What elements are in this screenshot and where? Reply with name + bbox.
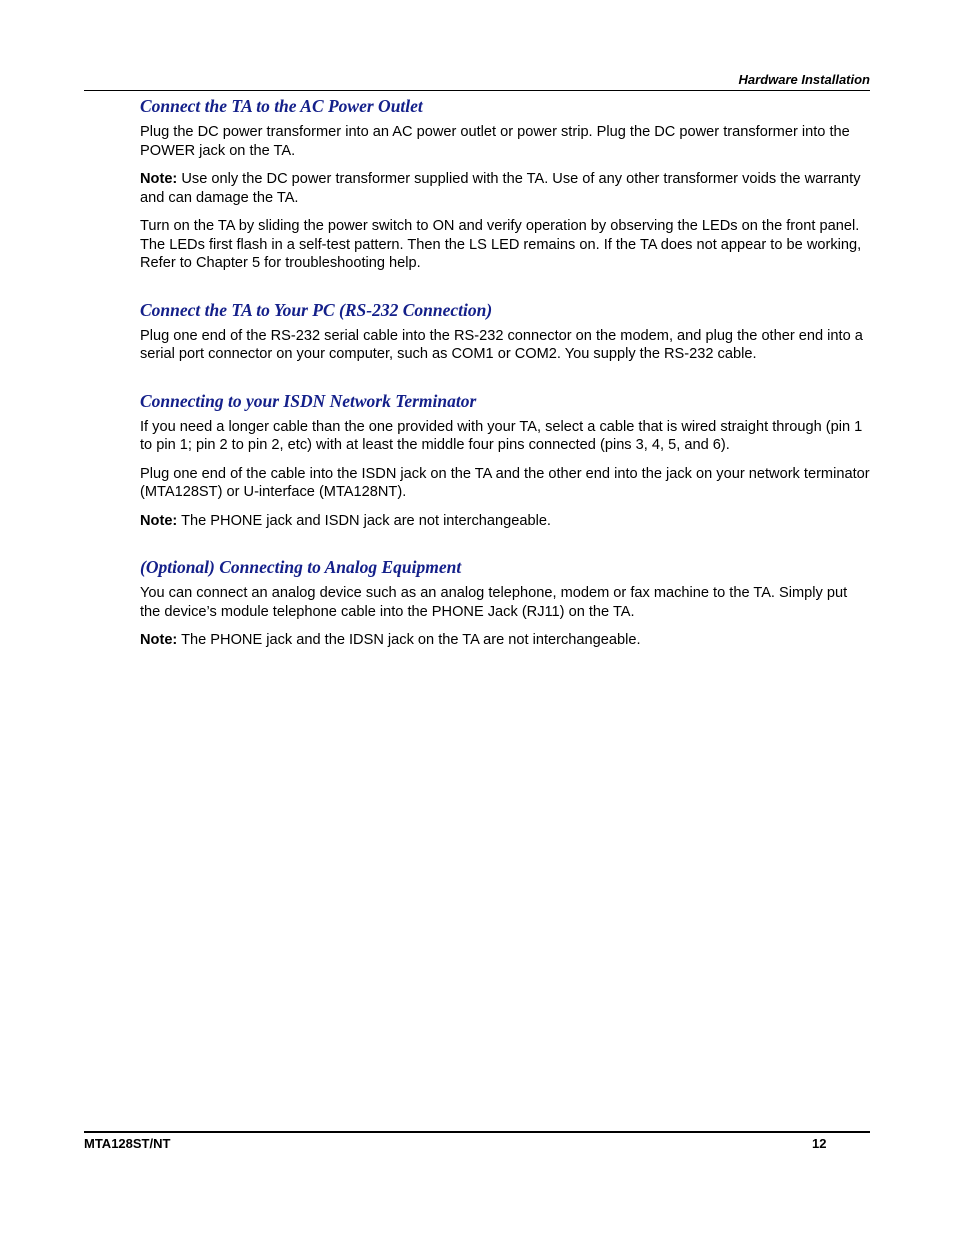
note-text: The PHONE jack and the IDSN jack on the TA are not interchangeable. [177, 632, 641, 648]
paragraph: Turn on the TA by sliding the power switch to ON and verify operation by observing the LEDs on the front panel. The LEDs first flash in a self-test pattern. Then the LS LED remains on. If the TA does not appear to be working, Refer to Chapter 5 for troubleshooting help. [140, 218, 862, 271]
note [140, 631, 870, 650]
section-analog [140, 556, 870, 650]
paragraph: If you need a longer cable than the one provided with your TA, select a cable that is wired straight through (pin 1 to pin 1; pin 2 to pin 2, etc) with at least the middle four pins connected (pins 3, 4, 5, and 6). [140, 418, 863, 453]
note-label: Note: [140, 512, 178, 529]
footer-model: MTA128ST/NT [84, 1136, 171, 1151]
section-ac-power [140, 95, 870, 273]
section-heading: Connecting to your ISDN Network Terminator [140, 390, 477, 411]
header-rule [84, 90, 870, 91]
note [140, 512, 870, 531]
note-label: Note: [140, 632, 178, 648]
footer-rule [84, 1131, 870, 1133]
section-isdn [140, 390, 870, 531]
paragraph: Plug one end of the cable into the ISDN jack on the TA and the other end into the jack on your network terminator (MTA128ST) or U-interface (MTA128NT). [140, 465, 870, 500]
section-rs232 [140, 299, 870, 364]
running-header: Hardware Installation [738, 72, 870, 87]
paragraph: Plug the DC power transformer into an AC power outlet or power strip. Plug the DC power transformer into the POWER jack on the TA. [140, 124, 850, 159]
note-text: The PHONE jack and ISDN jack are not interchangeable. [177, 512, 551, 529]
note [140, 170, 870, 207]
section-heading: (Optional) Connecting to Analog Equipment [140, 557, 462, 577]
page-number: 12 [812, 1136, 827, 1151]
paragraph: Plug one end of the RS-232 serial cable into the RS-232 connector on the modem, and plug the other end into a serial port connector on your computer, such as COM1 or COM2. You supply the RS-232 cable. [140, 327, 863, 362]
section-heading: Connect the TA to Your PC (RS-232 Connection) [140, 299, 493, 320]
page-content [140, 95, 870, 660]
note-label: Note: [140, 171, 178, 187]
section-heading: Connect the TA to the AC Power Outlet [140, 96, 423, 116]
paragraph: You can connect an analog device such as an analog telephone, modem or fax machine to the TA. Simply put the device’s module telephone cable into the PHONE Jack (RJ11) on the TA. [140, 585, 848, 620]
note-text: Use only the DC power transformer supplied with the TA. Use of any other transformer voids the warranty and can damage the TA. [140, 171, 861, 206]
